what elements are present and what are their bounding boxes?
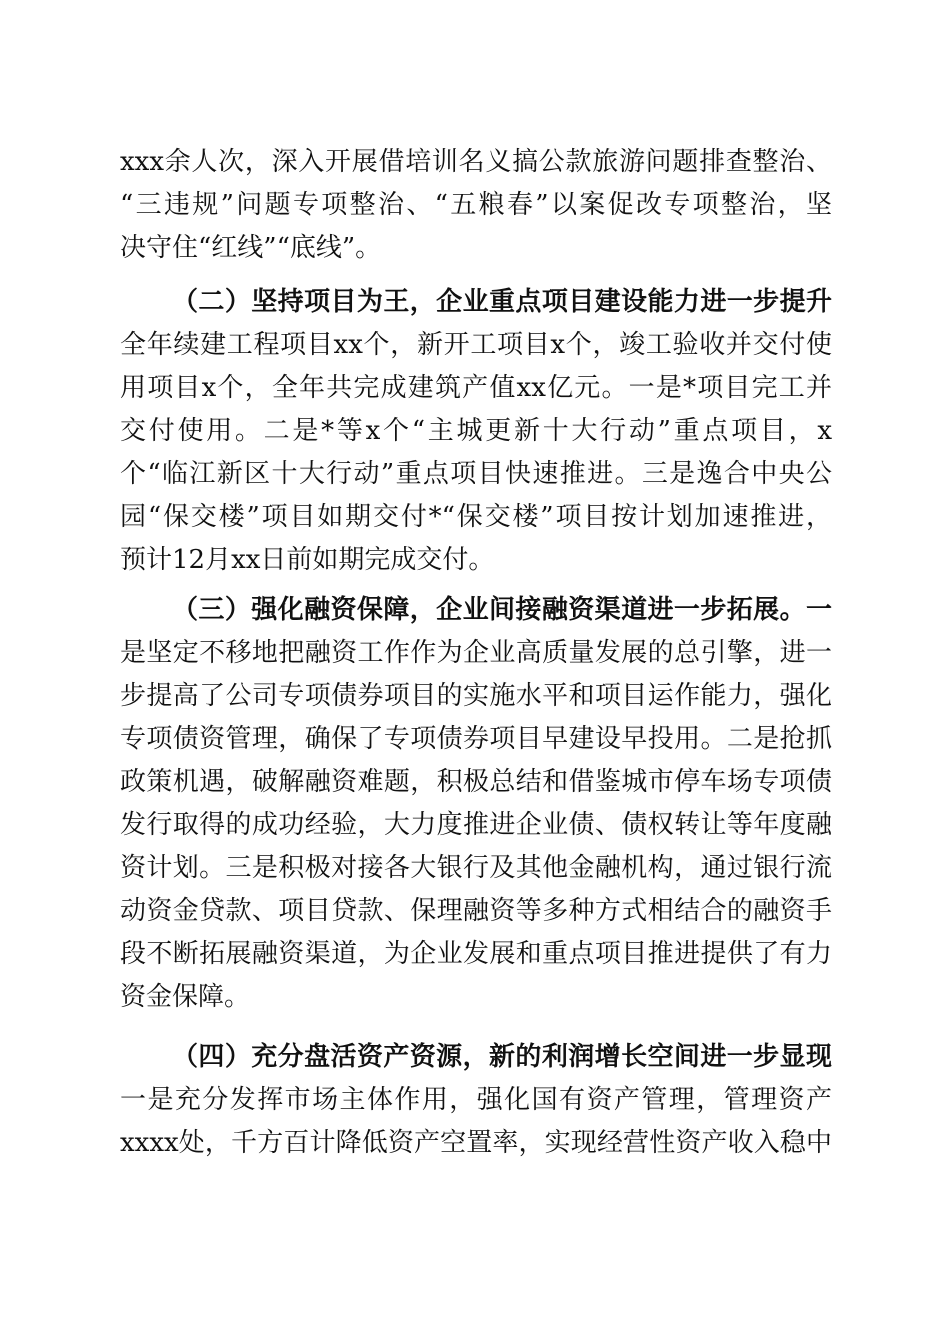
paragraph-3-line-2: 步提高了公司专项债券项目的实施水平和项目运作能力，强化 [120,681,832,711]
paragraph-4-line-2: xxxx处，千方百计降低资产空置率，实现经营性资产收入稳中 [120,1128,832,1158]
paragraph-1-line-2: “三违规”问题专项整治、“五粮春”以案促改专项整治，坚 [120,190,832,220]
paragraph-3-line-6: 资计划。三是积极对接各大银行及其他金融机构，通过银行流 [120,853,832,883]
paragraph-2-line-6: 预计12月xx日前如期完成交付。 [120,545,495,575]
paragraph-4-line-1: 一是充分发挥市场主体作用，强化国有资产管理，管理资产 [120,1085,832,1115]
paragraph-2-line-5: 园“保交楼”项目如期交付*“保交楼”项目按计划加速推进， [120,502,832,532]
paragraph-1-line-3: 决守住“红线”“底线”。 [120,233,382,263]
paragraph-3-line-4: 政策机遇，破解融资难题，积极总结和借鉴城市停车场专项债 [120,767,832,797]
paragraph-1-line-1: xxx余人次，深入开展借培训名义搞公款旅游问题排查整治、 [120,147,832,177]
paragraph-2-line-4: 个“临江新区十大行动”重点项目快速推进。三是逸合中央公 [120,459,832,489]
paragraph-2-line-2: 用项目x个，全年共完成建筑产值xx亿元。一是*项目完工并 [120,373,832,403]
section-heading-3: （三）强化融资保障，企业间接融资渠道进一步拓展。一 [172,595,832,625]
paragraph-3-line-9: 资金保障。 [120,982,251,1012]
section-heading-2: （二）坚持项目为王，企业重点项目建设能力进一步提升 [172,287,832,317]
paragraph-3-line-1: 是坚定不移地把融资工作作为企业高质量发展的总引擎，进一 [120,638,832,668]
paragraph-3-line-3: 专项债资管理，确保了专项债券项目早建设早投用。二是抢抓 [120,724,832,754]
paragraph-3-line-8: 段不断拓展融资渠道，为企业发展和重点项目推进提供了有力 [120,939,832,969]
paragraph-2-line-3: 交付使用。二是*等x个“主城更新十大行动”重点项目，x [120,416,832,446]
paragraph-3-line-5: 发行取得的成功经验，大力度推进企业债、债权转让等年度融 [120,810,832,840]
section-heading-4: （四）充分盘活资产资源，新的利润增长空间进一步显现 [172,1042,832,1072]
paragraph-2-line-1: 全年续建工程项目xx个，新开工项目x个，竣工验收并交付使 [120,330,832,360]
paragraph-3-line-7: 动资金贷款、项目贷款、保理融资等多种方式相结合的融资手 [120,896,832,926]
